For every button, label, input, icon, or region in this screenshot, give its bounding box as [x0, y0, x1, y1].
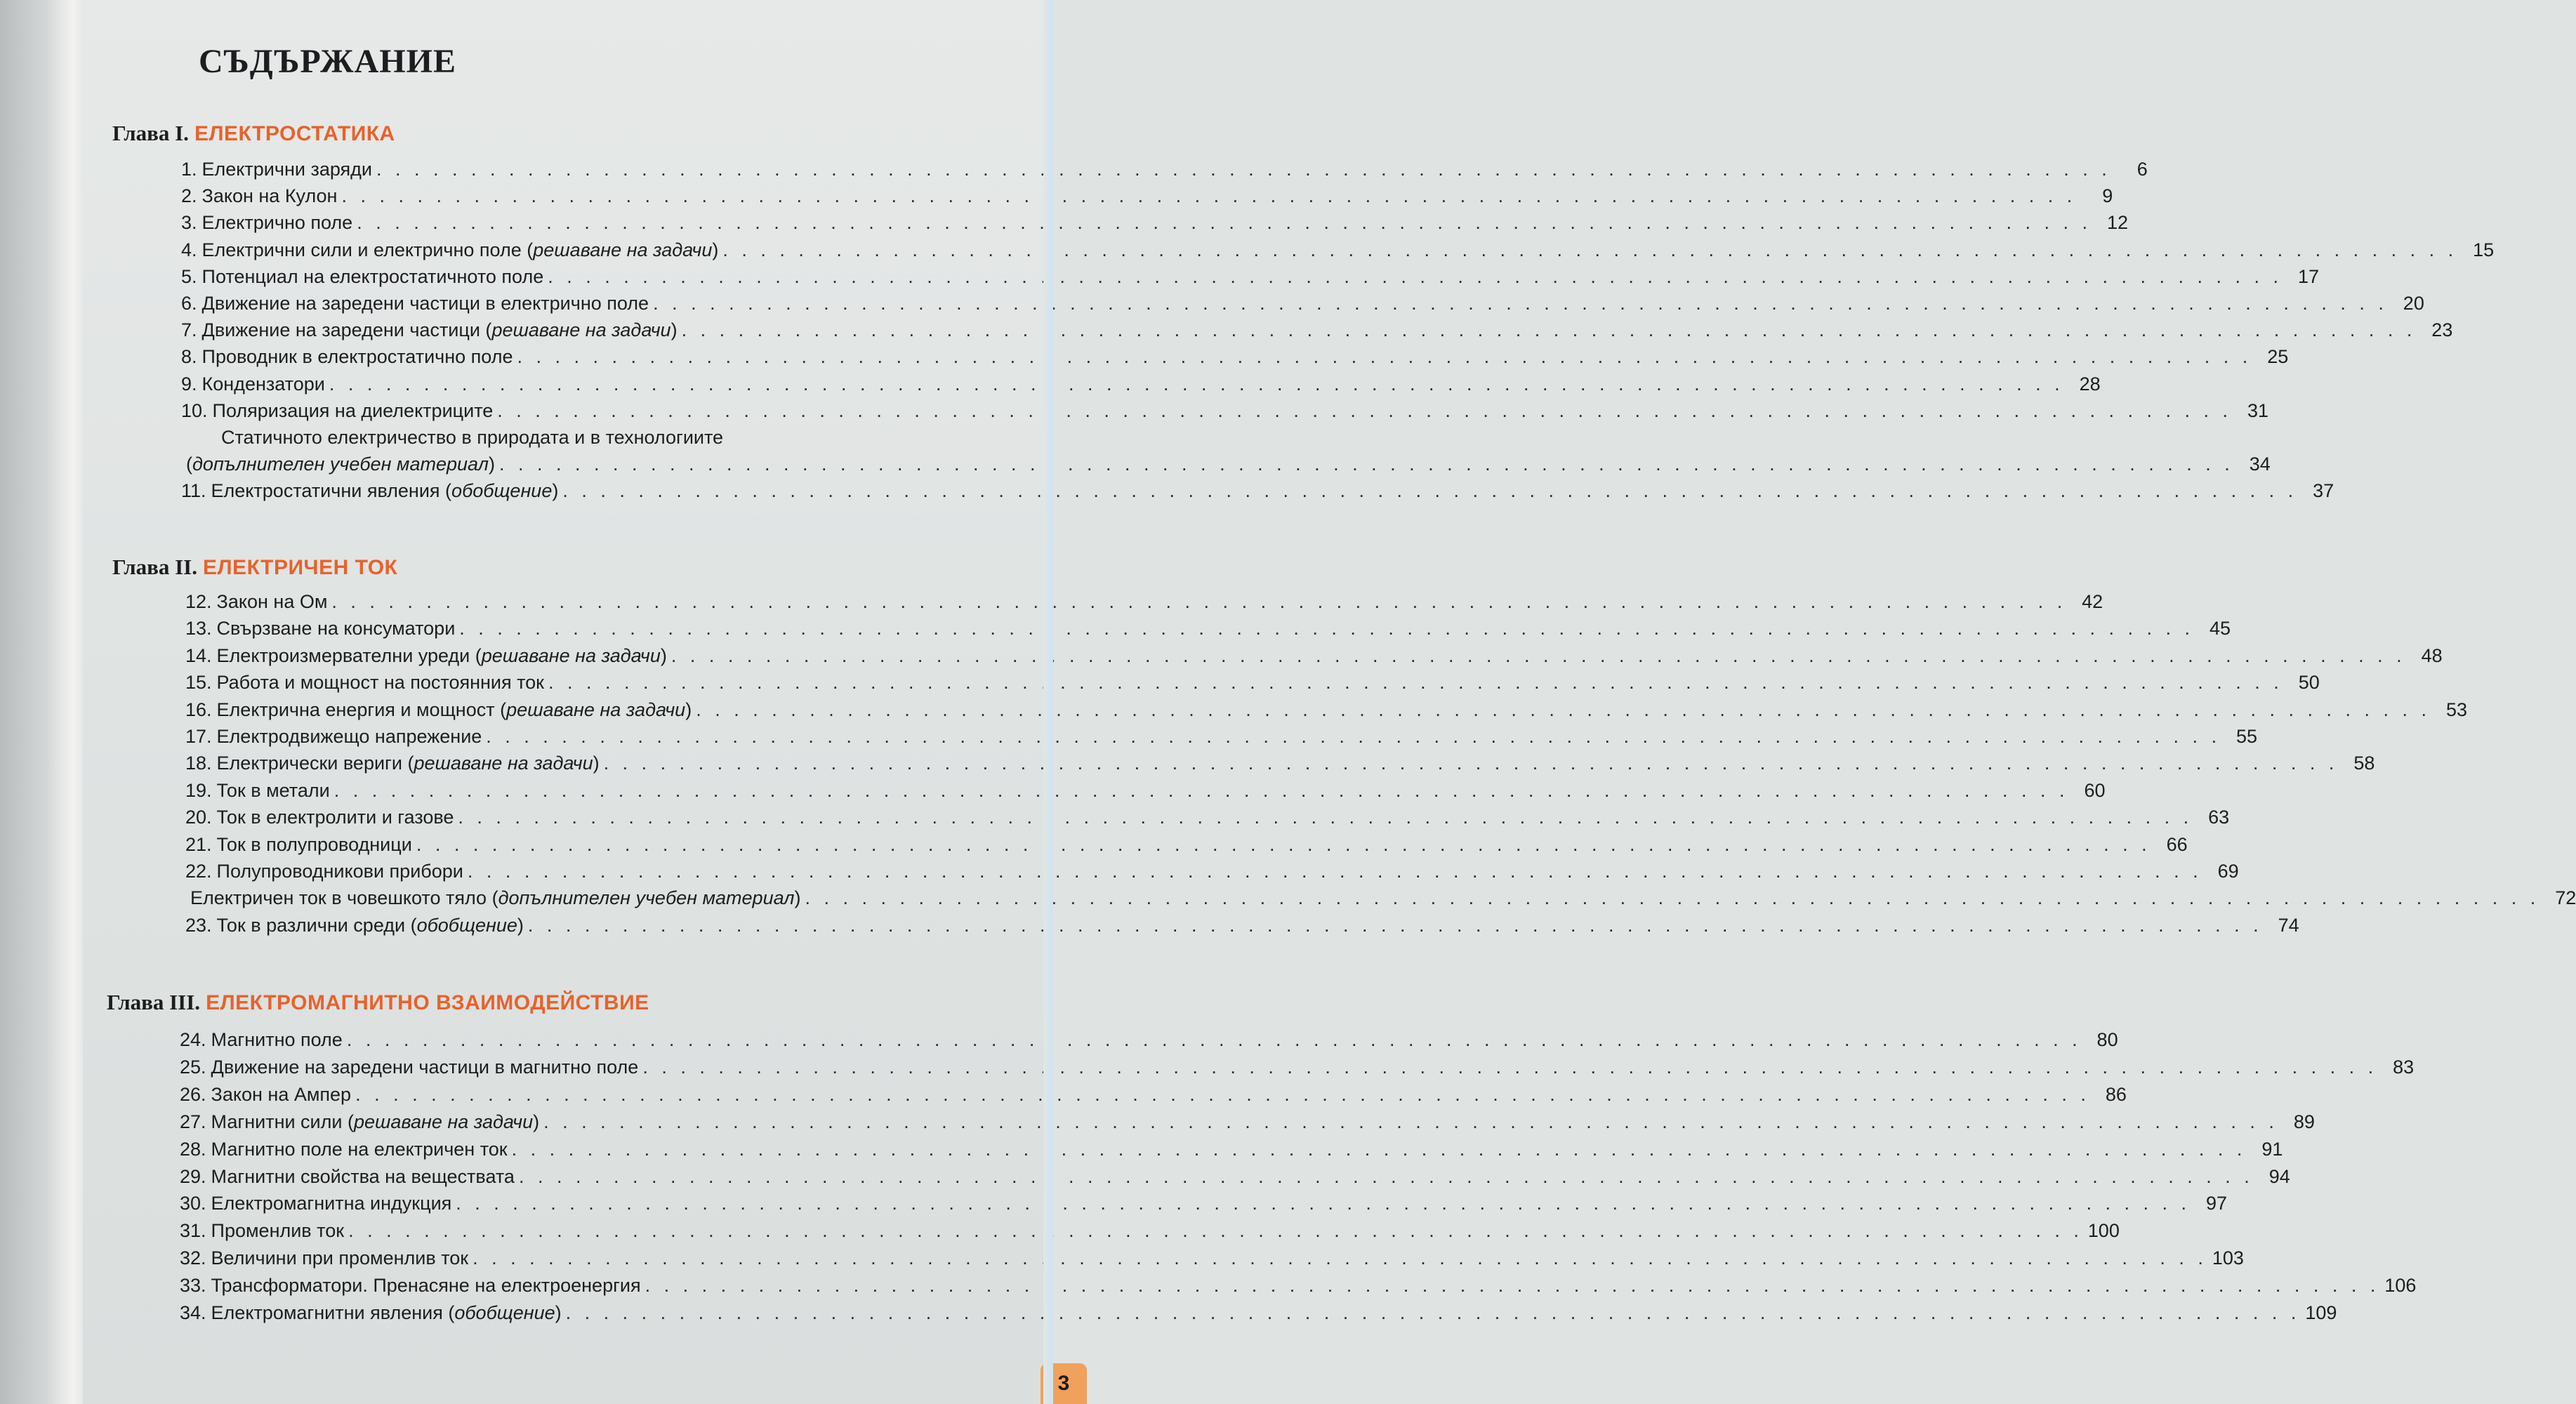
toc-entry-text: Закон на Кулон: [202, 185, 338, 207]
toc-entry-text: Трансформатори. Пренасяне на електроенергия: [211, 1275, 641, 1297]
toc-entry[interactable]: [180, 1111, 2315, 1138]
toc-entry-title: [211, 480, 559, 502]
toc-entry-text: Кондензатори: [202, 373, 325, 395]
toc-entry-number: 30.: [180, 1193, 206, 1214]
toc-entry-title: [202, 239, 719, 261]
toc-entry-title: [190, 887, 801, 909]
toc-entry-page: 50: [2298, 672, 2320, 694]
page-number: 3: [1041, 1363, 1087, 1404]
chapter-heading-2: [112, 555, 397, 580]
toc-entry-page: 28: [2079, 373, 2101, 395]
toc-entry-number: 17.: [185, 726, 212, 747]
toc-entry[interactable]: [180, 1247, 2244, 1274]
toc-entry-text: Движение на заредени частици в магнитно поле: [211, 1056, 639, 1078]
toc-entry-number: 15.: [185, 672, 212, 694]
dot-leader: [355, 1084, 2090, 1106]
toc-entry[interactable]: [185, 591, 2103, 618]
toc-entry-title: [211, 1139, 508, 1160]
toc-entry[interactable]: [181, 346, 2289, 373]
toc-entry-text: Потенциал на електростатичното поле: [202, 265, 544, 287]
dot-leader: [416, 834, 2151, 856]
toc-entry[interactable]: [180, 1220, 2120, 1247]
toc-entry-number: 6.: [181, 293, 197, 314]
toc-entry-text: Ток в полупроводници: [216, 833, 412, 855]
toc-entry[interactable]: [181, 453, 2271, 480]
dot-leader: [517, 346, 2252, 368]
toc-entry[interactable]: [180, 1275, 2417, 1302]
toc-entry-page: 72: [2555, 887, 2576, 909]
toc-entry-close: ): [488, 453, 495, 475]
dot-leader: [642, 1057, 2377, 1078]
toc-entry-text: Ток в различни среди (: [216, 914, 417, 936]
toc-entry-title: [211, 1302, 562, 1324]
dot-leader: [512, 1139, 2247, 1160]
toc-entry[interactable]: [180, 1165, 2290, 1193]
toc-entry-text: Електромагнитни явления (: [211, 1302, 455, 1323]
dot-leader: [543, 1111, 2278, 1133]
chapter-heading-1: [112, 121, 395, 146]
toc-entry-title: [211, 1057, 639, 1078]
toc-entry-text: Работа и мощност на постоянния ток: [216, 672, 544, 694]
toc-entry-close: ): [593, 753, 600, 774]
toc-entry-number: 31.: [180, 1220, 206, 1242]
toc-entry-title: [202, 185, 338, 207]
toc-entry-title: [213, 400, 494, 422]
toc-entry-number: 20.: [185, 807, 212, 828]
toc-entry[interactable]: [185, 644, 2443, 672]
toc-entry-page: 20: [2403, 293, 2424, 314]
toc-entry-title: [217, 672, 544, 694]
toc-entry[interactable]: [180, 1193, 2228, 1219]
toc-entry[interactable]: [185, 833, 2188, 861]
toc-entry-close: ): [712, 239, 719, 260]
toc-entry-number: 23.: [185, 914, 212, 936]
toc-entry-page: 100: [2087, 1220, 2120, 1242]
toc-entry-page: 58: [2353, 753, 2375, 774]
toc-entry-title: [217, 780, 330, 802]
toc-entry-number: 8.: [181, 346, 197, 368]
toc-entry[interactable]: [181, 265, 2320, 293]
toc-entry-page: 69: [2217, 861, 2239, 882]
toc-entry[interactable]: [181, 480, 2334, 507]
dot-leader: [519, 1166, 2254, 1188]
toc-entry-text: Електрични сили и електрично поле (: [202, 239, 534, 260]
toc-entry-close: ): [794, 887, 801, 909]
dot-leader: [459, 618, 2194, 640]
toc-entry-number: 29.: [180, 1165, 206, 1187]
toc-entry-title: [217, 753, 600, 774]
toc-entry-text: Закон на Ампер: [211, 1083, 352, 1105]
dot-leader: [347, 1029, 2082, 1051]
chapter-name: ЕЛЕКТРОМАГНИТНО ВЗАИМОДЕЙСТВИЕ: [206, 991, 649, 1014]
toc-entry-title: [202, 293, 649, 314]
toc-entry-text: Движение на заредени частици (: [202, 319, 492, 341]
toc-entry-page: 86: [2105, 1083, 2127, 1105]
toc-entry[interactable]: [185, 807, 2230, 833]
dot-leader: [645, 1275, 2380, 1297]
toc-entry-number: 7.: [181, 319, 197, 341]
toc-entry-number: 32.: [180, 1247, 206, 1269]
toc-entry-text: Електрично поле: [202, 212, 353, 234]
toc-entry-title: [211, 1193, 452, 1214]
dot-leader: [473, 1247, 2207, 1269]
dot-leader: [562, 480, 2297, 502]
toc-entry-page: 55: [2236, 726, 2258, 747]
toc-entry[interactable]: [180, 1029, 2118, 1056]
toc-entry-page: 42: [2082, 591, 2103, 612]
dot-leader: [348, 1220, 2083, 1242]
toc-entry[interactable]: [185, 779, 2106, 807]
chapter-name: ЕЛЕКТРОСТАТИКА: [194, 122, 395, 145]
toc-entry-page: 66: [2166, 833, 2188, 855]
toc-entry-page: 106: [2384, 1275, 2417, 1297]
toc-entry[interactable]: [181, 239, 2495, 266]
toc-entry-note: обобщение: [451, 480, 553, 502]
toc-entry-text: Електроизмервателни уреди (: [216, 644, 482, 666]
toc-entry-text: Проводник в електростатично поле: [202, 346, 513, 368]
toc-entry[interactable]: [180, 1302, 2337, 1329]
toc-entry-note: решаване на задачи: [414, 753, 593, 774]
toc-entry-title: [202, 266, 544, 288]
dot-leader: [334, 780, 2069, 802]
toc-entry-page: 34: [2249, 453, 2271, 475]
right-page-edge: [1043, 0, 1053, 1404]
toc-entry-number: 21.: [185, 833, 212, 855]
toc-entry-title: [202, 319, 678, 341]
toc-entry-page: 94: [2268, 1165, 2290, 1187]
toc-entry-page: 103: [2212, 1247, 2244, 1269]
toc-entry-text: Ток в метали: [216, 779, 330, 801]
toc-entry-text: (: [186, 453, 192, 475]
dot-leader: [548, 672, 2283, 694]
toc-entry-title: [217, 618, 456, 640]
toc-entry[interactable]: [181, 399, 2269, 427]
dot-leader: [456, 1193, 2191, 1214]
toc-entry-number: 22.: [185, 861, 212, 882]
toc-entry[interactable]: [181, 159, 2148, 185]
toc-entry-title: [217, 861, 463, 882]
toc-entry[interactable]: [181, 185, 2113, 212]
toc-entry[interactable]: [185, 914, 2299, 941]
toc-entry-text: Променлив ток: [211, 1220, 345, 1242]
dot-leader: [331, 591, 2066, 613]
toc-entry-number: 25.: [180, 1056, 206, 1078]
dot-leader: [604, 753, 2339, 774]
toc-entry-text: Електрична енергия и мощност (: [216, 698, 507, 720]
toc-entry-title: [217, 915, 524, 936]
toc-entry-page: 37: [2313, 480, 2334, 502]
toc-entry[interactable]: [181, 373, 2101, 400]
toc-entry-text: Величини при променлив ток: [211, 1247, 469, 1269]
dot-leader: [528, 915, 2263, 936]
toc-entry[interactable]: [185, 618, 2231, 644]
toc-entry-title: [211, 1029, 343, 1051]
toc-entry-page: 31: [2247, 399, 2269, 421]
chapter-label: Глава I.: [112, 121, 189, 145]
toc-entry-page: 83: [2393, 1056, 2415, 1078]
chapter-label: Глава III.: [107, 990, 201, 1014]
chapter-label: Глава II.: [112, 555, 197, 579]
toc-entry-number: 16.: [185, 698, 212, 720]
toc-entry-note: решаване на задачи: [353, 1111, 534, 1132]
toc-entry-text: Електрични заряди: [202, 159, 373, 180]
dot-leader: [357, 212, 2092, 234]
toc-entry-note: решаване на задачи: [481, 644, 661, 666]
dot-leader: [499, 453, 2234, 475]
toc-entry-page: 91: [2261, 1138, 2283, 1160]
toc-entry-number: 13.: [185, 618, 212, 640]
toc-entry-text: Магнитни свойства на веществата: [211, 1165, 515, 1187]
toc-entry-text: Магнитно поле на електричен ток: [211, 1138, 508, 1160]
toc-entry-number: 12.: [185, 591, 212, 612]
page-title: СЪДЪРЖАНИЕ: [199, 43, 456, 80]
toc-entry-page: 23: [2431, 319, 2453, 341]
toc-entry[interactable]: [185, 698, 2467, 726]
toc-entry[interactable]: [185, 861, 2239, 887]
toc-entry-text: Електромагнитна индукция: [211, 1193, 452, 1214]
toc-entry-page: 89: [2293, 1111, 2315, 1132]
toc-entry[interactable]: [180, 1083, 2127, 1111]
toc-entry-page: 80: [2096, 1029, 2118, 1050]
toc-entry-close: ): [517, 914, 524, 936]
toc-entry-number: 9.: [181, 373, 197, 395]
toc-entry-close: ): [685, 698, 692, 720]
toc-entry-number: 11.: [181, 480, 206, 502]
toc-entry-note: допълнителен учебен материал: [498, 887, 795, 909]
dot-leader: [696, 699, 2431, 721]
toc-entry-title: [211, 1084, 352, 1106]
toc-entry[interactable]: [185, 887, 2576, 914]
toc-entry-number: 14.: [185, 644, 212, 666]
toc-entry-text: Магнитни сили (: [211, 1111, 354, 1132]
toc-entry-note: обобщение: [454, 1302, 555, 1323]
dot-leader: [671, 645, 2406, 667]
toc-entry-text: Електричен ток в човешкото тяло (: [190, 887, 498, 909]
toc-entry-number: 5.: [181, 265, 197, 287]
toc-entry-number: 3.: [181, 212, 197, 234]
toc-entry-title: [211, 1275, 641, 1297]
toc-entry-close: ): [671, 319, 678, 341]
toc-entry-title: [202, 212, 353, 234]
toc-entry-text: Ток в електролити и газове: [216, 807, 454, 828]
toc-entry-text: Движение на заредени частици в електрично поле: [202, 293, 649, 314]
toc-entry-title: [202, 159, 373, 180]
toc-entry-note: решаване на задачи: [506, 698, 686, 720]
toc-entry-number: 1.: [181, 159, 197, 180]
dot-leader: [682, 319, 2417, 341]
toc-entry-number: 33.: [180, 1275, 206, 1297]
toc-entry-title: [211, 1247, 469, 1269]
dot-leader: [722, 239, 2457, 261]
toc-entry-number: 34.: [180, 1302, 206, 1323]
toc-entry-text: Електродвижещо напрежение: [216, 726, 482, 747]
chapter-name: ЕЛЕКТРИЧЕН ТОК: [203, 556, 398, 579]
toc-entry-page: 17: [2297, 265, 2320, 287]
toc-entry[interactable]: [180, 1056, 2415, 1083]
toc-entry-close: ): [660, 644, 667, 666]
toc-entry-title: [217, 645, 667, 667]
toc-entry-number: 19.: [185, 779, 212, 801]
toc-entry-note: обобщение: [416, 914, 517, 936]
previous-page-edge: [0, 0, 83, 1404]
dot-leader: [653, 293, 2388, 314]
toc-entry-page: 63: [2208, 807, 2230, 828]
toc-entry-note: решаване на задачи: [533, 239, 713, 260]
toc-entry-text: Електростатични явления (: [211, 480, 452, 502]
dot-leader: [458, 807, 2193, 828]
dot-leader: [468, 861, 2202, 882]
dot-leader: [548, 266, 2283, 288]
toc-entry-page: 25: [2267, 346, 2289, 368]
toc-entry-page: 9: [2102, 185, 2113, 207]
toc-entry-text: Закон на Ом: [216, 591, 328, 612]
toc-entry-number: 4.: [181, 239, 197, 260]
toc-entry-title: [217, 726, 482, 748]
toc-entry-close: ): [533, 1111, 540, 1132]
toc-entry-page: 97: [2206, 1193, 2228, 1214]
toc-entry-number: 24.: [180, 1029, 206, 1050]
toc-entry[interactable]: [181, 319, 2453, 346]
toc-entry-page: 45: [2210, 618, 2231, 640]
chapter-heading-3: [107, 990, 649, 1015]
toc-entry-text: Електрически вериги (: [216, 753, 414, 774]
toc-entry-title: [217, 834, 412, 856]
toc-entry[interactable]: [185, 726, 2258, 753]
toc-entry[interactable]: [185, 753, 2375, 779]
dot-leader: [376, 159, 2111, 180]
toc-entry-page: 60: [2084, 779, 2106, 801]
toc-entry-number: 2.: [181, 185, 197, 207]
dot-leader: [497, 400, 2232, 422]
toc-entry-number: 10.: [181, 399, 208, 421]
toc-entry-note: допълнителен учебен материал: [192, 453, 489, 475]
toc-entry-text: Полупроводникови прибори: [216, 861, 463, 882]
toc-entry-title: [211, 1111, 540, 1133]
book-page: [83, 0, 2576, 1404]
toc-entry-page: 74: [2278, 914, 2299, 936]
toc-entry[interactable]: [181, 293, 2424, 319]
toc-entry-page: 109: [2305, 1302, 2337, 1323]
toc-entry-text: Магнитно поле: [211, 1029, 343, 1050]
toc-entry-title: [211, 1220, 345, 1242]
toc-entry-title: [202, 346, 513, 368]
toc-entry-title: [217, 807, 454, 828]
toc-entry[interactable]: [180, 1138, 2283, 1165]
toc-entry-title: [217, 591, 328, 613]
toc-entry[interactable]: [185, 672, 2320, 698]
dot-leader: [805, 887, 2540, 909]
toc-entry-title: [217, 699, 692, 721]
toc-entry-page: 6: [2136, 159, 2148, 180]
toc-entry-page: 53: [2445, 698, 2467, 720]
toc-entry-note: решаване на задачи: [491, 319, 671, 341]
toc-entry-number: 28.: [180, 1138, 206, 1160]
toc-entry-page: 48: [2421, 644, 2443, 666]
toc-entry-first-line: Статичното електричество в природата и в технологиите: [221, 427, 724, 448]
toc-entry-number: 18.: [185, 753, 212, 774]
dot-leader: [329, 373, 2064, 395]
toc-entry-title: [186, 453, 495, 475]
toc-entry-page: 12: [2106, 212, 2128, 234]
toc-entry-close: ): [555, 1302, 562, 1323]
toc-entry-title: [211, 1166, 515, 1188]
toc-entry-text: Поляризация на диелектриците: [212, 399, 494, 421]
toc-entry[interactable]: [181, 212, 2128, 239]
toc-entry-page: 15: [2473, 239, 2495, 260]
toc-entry-title: [202, 373, 325, 395]
toc-entry-number: 27.: [180, 1111, 206, 1132]
dot-leader: [566, 1302, 2301, 1324]
toc-entry-text: Свързване на консуматори: [216, 618, 456, 640]
toc-entry-number: 26.: [180, 1083, 206, 1105]
dot-leader: [341, 185, 2076, 207]
dot-leader: [486, 726, 2221, 748]
toc-entry-close: ): [552, 480, 559, 502]
